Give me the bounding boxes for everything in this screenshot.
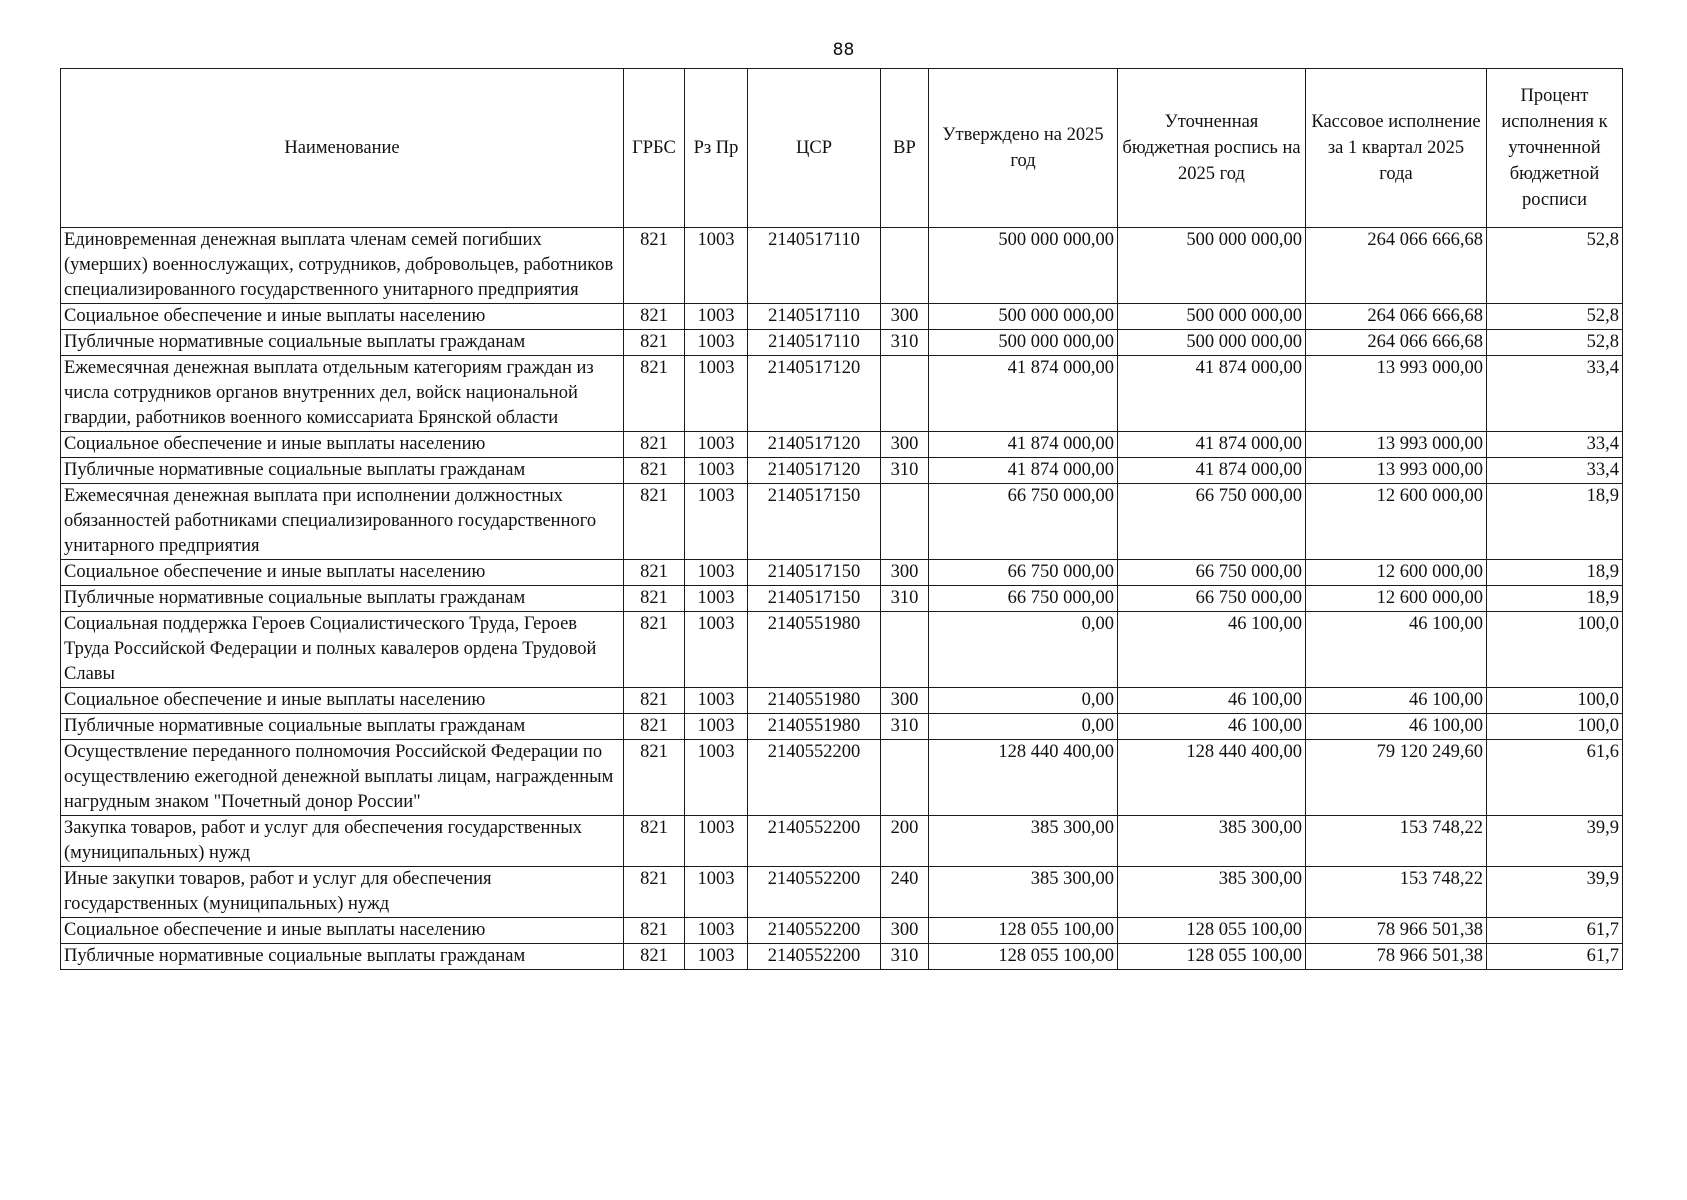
- cell-grbs: 821: [624, 560, 685, 586]
- cell-csr: 2140551980: [748, 688, 881, 714]
- cell-approved: 66 750 000,00: [929, 484, 1118, 560]
- cell-grbs: 821: [624, 330, 685, 356]
- cell-refined: 41 874 000,00: [1118, 458, 1306, 484]
- cell-rzpr: 1003: [685, 330, 748, 356]
- cell-csr: 2140517120: [748, 356, 881, 432]
- cell-name: Социальная поддержка Героев Социалистического Труда, Героев Труда Российской Федерации и полных кавалеров ордена Трудовой Славы: [61, 612, 624, 688]
- cell-grbs: 821: [624, 432, 685, 458]
- table-row: [61, 586, 1623, 612]
- cell-vr: 240: [881, 867, 929, 918]
- cell-percent: 100,0: [1487, 612, 1623, 688]
- cell-csr: 2140552200: [748, 918, 881, 944]
- cell-csr: 2140517110: [748, 228, 881, 304]
- header-row: [61, 69, 1623, 228]
- table-row: [61, 816, 1623, 867]
- cell-rzpr: 1003: [685, 918, 748, 944]
- cell-refined: 385 300,00: [1118, 816, 1306, 867]
- cell-cash: 13 993 000,00: [1306, 432, 1487, 458]
- cell-csr: 2140517110: [748, 304, 881, 330]
- cell-percent: 100,0: [1487, 688, 1623, 714]
- cell-csr: 2140517120: [748, 458, 881, 484]
- cell-approved: 41 874 000,00: [929, 356, 1118, 432]
- cell-refined: 66 750 000,00: [1118, 560, 1306, 586]
- cell-rzpr: 1003: [685, 688, 748, 714]
- cell-name: Ежемесячная денежная выплата отдельным категориям граждан из числа сотрудников органов внутренних дел, войск национальной гвардии, работников военного комиссариата Брянской области: [61, 356, 624, 432]
- cell-approved: 66 750 000,00: [929, 560, 1118, 586]
- cell-approved: 66 750 000,00: [929, 586, 1118, 612]
- cell-approved: 0,00: [929, 714, 1118, 740]
- header-rzpr: Рз Пр: [685, 69, 748, 228]
- cell-percent: 18,9: [1487, 586, 1623, 612]
- cell-rzpr: 1003: [685, 867, 748, 918]
- header-percent: Процент исполнения к уточненной бюджетной росписи: [1487, 69, 1623, 228]
- cell-percent: 61,7: [1487, 918, 1623, 944]
- cell-approved: 41 874 000,00: [929, 432, 1118, 458]
- cell-vr: 300: [881, 688, 929, 714]
- cell-cash: 12 600 000,00: [1306, 484, 1487, 560]
- cell-rzpr: 1003: [685, 458, 748, 484]
- cell-name: Социальное обеспечение и иные выплаты населению: [61, 688, 624, 714]
- cell-refined: 41 874 000,00: [1118, 356, 1306, 432]
- cell-vr: 310: [881, 586, 929, 612]
- cell-csr: 2140551980: [748, 714, 881, 740]
- cell-vr: 300: [881, 918, 929, 944]
- table-row: [61, 484, 1623, 560]
- cell-approved: 500 000 000,00: [929, 228, 1118, 304]
- cell-cash: 46 100,00: [1306, 688, 1487, 714]
- cell-csr: 2140517150: [748, 560, 881, 586]
- cell-percent: 33,4: [1487, 458, 1623, 484]
- cell-grbs: 821: [624, 688, 685, 714]
- header-csr: ЦСР: [748, 69, 881, 228]
- cell-name: Публичные нормативные социальные выплаты гражданам: [61, 714, 624, 740]
- cell-percent: 18,9: [1487, 560, 1623, 586]
- cell-cash: 153 748,22: [1306, 816, 1487, 867]
- cell-percent: 61,7: [1487, 944, 1623, 970]
- cell-vr: 300: [881, 432, 929, 458]
- header-refined: Уточненная бюджетная роспись на 2025 год: [1118, 69, 1306, 228]
- header-grbs: ГРБС: [624, 69, 685, 228]
- cell-name: Иные закупки товаров, работ и услуг для обеспечения государственных (муниципальных) нужд: [61, 867, 624, 918]
- cell-rzpr: 1003: [685, 304, 748, 330]
- header-name: Наименование: [61, 69, 624, 228]
- cell-approved: 128 440 400,00: [929, 740, 1118, 816]
- cell-refined: 128 055 100,00: [1118, 918, 1306, 944]
- cell-name: Социальное обеспечение и иные выплаты населению: [61, 432, 624, 458]
- cell-vr: [881, 484, 929, 560]
- cell-name: Единовременная денежная выплата членам семей погибших (умерших) военнослужащих, сотрудников, добровольцев, работников специализированного государственного унитарного предприятия: [61, 228, 624, 304]
- cell-name: Социальное обеспечение и иные выплаты населению: [61, 560, 624, 586]
- cell-vr: 310: [881, 944, 929, 970]
- table-row: [61, 714, 1623, 740]
- table-row: [61, 228, 1623, 304]
- cell-cash: 153 748,22: [1306, 867, 1487, 918]
- cell-cash: 12 600 000,00: [1306, 586, 1487, 612]
- cell-cash: 46 100,00: [1306, 612, 1487, 688]
- cell-csr: 2140517120: [748, 432, 881, 458]
- cell-percent: 61,6: [1487, 740, 1623, 816]
- cell-grbs: 821: [624, 740, 685, 816]
- cell-cash: 78 966 501,38: [1306, 918, 1487, 944]
- cell-rzpr: 1003: [685, 560, 748, 586]
- table-row: [61, 918, 1623, 944]
- cell-rzpr: 1003: [685, 356, 748, 432]
- cell-cash: 13 993 000,00: [1306, 356, 1487, 432]
- header-vr: ВР: [881, 69, 929, 228]
- cell-rzpr: 1003: [685, 228, 748, 304]
- cell-approved: 500 000 000,00: [929, 330, 1118, 356]
- cell-rzpr: 1003: [685, 586, 748, 612]
- cell-refined: 500 000 000,00: [1118, 304, 1306, 330]
- cell-cash: 46 100,00: [1306, 714, 1487, 740]
- cell-csr: 2140517150: [748, 484, 881, 560]
- cell-approved: 500 000 000,00: [929, 304, 1118, 330]
- table-row: [61, 458, 1623, 484]
- cell-csr: 2140552200: [748, 740, 881, 816]
- cell-vr: 310: [881, 458, 929, 484]
- cell-refined: 500 000 000,00: [1118, 228, 1306, 304]
- table-row: [61, 356, 1623, 432]
- cell-vr: 300: [881, 304, 929, 330]
- table-row: [61, 304, 1623, 330]
- cell-vr: [881, 740, 929, 816]
- table-row: [61, 944, 1623, 970]
- table-row: [61, 330, 1623, 356]
- cell-approved: 41 874 000,00: [929, 458, 1118, 484]
- cell-grbs: 821: [624, 586, 685, 612]
- cell-name: Публичные нормативные социальные выплаты гражданам: [61, 330, 624, 356]
- table-row: [61, 740, 1623, 816]
- table-row: [61, 560, 1623, 586]
- cell-csr: 2140551980: [748, 612, 881, 688]
- cell-csr: 2140517110: [748, 330, 881, 356]
- cell-cash: 12 600 000,00: [1306, 560, 1487, 586]
- cell-refined: 46 100,00: [1118, 688, 1306, 714]
- cell-percent: 18,9: [1487, 484, 1623, 560]
- cell-name: Публичные нормативные социальные выплаты гражданам: [61, 586, 624, 612]
- cell-rzpr: 1003: [685, 432, 748, 458]
- cell-rzpr: 1003: [685, 714, 748, 740]
- cell-grbs: 821: [624, 458, 685, 484]
- cell-cash: 264 066 666,68: [1306, 228, 1487, 304]
- cell-cash: 264 066 666,68: [1306, 330, 1487, 356]
- cell-name: Социальное обеспечение и иные выплаты населению: [61, 304, 624, 330]
- cell-percent: 52,8: [1487, 330, 1623, 356]
- cell-grbs: 821: [624, 304, 685, 330]
- cell-grbs: 821: [624, 228, 685, 304]
- cell-name: Социальное обеспечение и иные выплаты населению: [61, 918, 624, 944]
- cell-vr: [881, 612, 929, 688]
- cell-refined: 500 000 000,00: [1118, 330, 1306, 356]
- table-header: [61, 69, 1623, 228]
- cell-grbs: 821: [624, 714, 685, 740]
- cell-rzpr: 1003: [685, 740, 748, 816]
- cell-cash: 13 993 000,00: [1306, 458, 1487, 484]
- cell-approved: 128 055 100,00: [929, 944, 1118, 970]
- header-approved: Утверждено на 2025 год: [929, 69, 1118, 228]
- cell-rzpr: 1003: [685, 612, 748, 688]
- cell-name: Осуществление переданного полномочия Российской Федерации по осуществлению ежегодной денежной выплаты лицам, награжденным нагрудным знаком "Почетный донор России": [61, 740, 624, 816]
- cell-cash: 79 120 249,60: [1306, 740, 1487, 816]
- cell-approved: 128 055 100,00: [929, 918, 1118, 944]
- cell-rzpr: 1003: [685, 944, 748, 970]
- cell-percent: 52,8: [1487, 304, 1623, 330]
- table-row: [61, 688, 1623, 714]
- budget-execution-table: [60, 68, 1623, 970]
- budget-table-container: [60, 68, 1623, 970]
- cell-approved: 0,00: [929, 612, 1118, 688]
- cell-vr: 300: [881, 560, 929, 586]
- cell-name: Публичные нормативные социальные выплаты гражданам: [61, 458, 624, 484]
- cell-refined: 385 300,00: [1118, 867, 1306, 918]
- table-row: [61, 432, 1623, 458]
- cell-grbs: 821: [624, 918, 685, 944]
- cell-approved: 385 300,00: [929, 867, 1118, 918]
- cell-name: Публичные нормативные социальные выплаты гражданам: [61, 944, 624, 970]
- cell-name: Ежемесячная денежная выплата при исполнении должностных обязанностей работниками специализированного государственного унитарного предприятия: [61, 484, 624, 560]
- cell-refined: 41 874 000,00: [1118, 432, 1306, 458]
- cell-refined: 46 100,00: [1118, 612, 1306, 688]
- cell-grbs: 821: [624, 484, 685, 560]
- cell-cash: 264 066 666,68: [1306, 304, 1487, 330]
- table-row: [61, 867, 1623, 918]
- cell-rzpr: 1003: [685, 816, 748, 867]
- cell-percent: 100,0: [1487, 714, 1623, 740]
- cell-grbs: 821: [624, 816, 685, 867]
- cell-grbs: 821: [624, 867, 685, 918]
- cell-rzpr: 1003: [685, 484, 748, 560]
- cell-approved: 385 300,00: [929, 816, 1118, 867]
- table-body: [61, 228, 1623, 970]
- cell-grbs: 821: [624, 356, 685, 432]
- cell-csr: 2140552200: [748, 816, 881, 867]
- cell-vr: 310: [881, 330, 929, 356]
- cell-percent: 33,4: [1487, 432, 1623, 458]
- cell-percent: 39,9: [1487, 816, 1623, 867]
- page-number: 88: [832, 40, 855, 60]
- header-cash: Кассовое исполнение за 1 квартал 2025 года: [1306, 69, 1487, 228]
- cell-percent: 39,9: [1487, 867, 1623, 918]
- cell-grbs: 821: [624, 612, 685, 688]
- cell-vr: 310: [881, 714, 929, 740]
- cell-csr: 2140552200: [748, 867, 881, 918]
- cell-csr: 2140552200: [748, 944, 881, 970]
- cell-refined: 128 440 400,00: [1118, 740, 1306, 816]
- cell-vr: [881, 356, 929, 432]
- table-row: [61, 612, 1623, 688]
- cell-approved: 0,00: [929, 688, 1118, 714]
- cell-refined: 128 055 100,00: [1118, 944, 1306, 970]
- cell-percent: 33,4: [1487, 356, 1623, 432]
- cell-percent: 52,8: [1487, 228, 1623, 304]
- cell-name: Закупка товаров, работ и услуг для обеспечения государственных (муниципальных) нужд: [61, 816, 624, 867]
- cell-refined: 66 750 000,00: [1118, 484, 1306, 560]
- cell-refined: 46 100,00: [1118, 714, 1306, 740]
- cell-csr: 2140517150: [748, 586, 881, 612]
- cell-cash: 78 966 501,38: [1306, 944, 1487, 970]
- cell-refined: 66 750 000,00: [1118, 586, 1306, 612]
- cell-grbs: 821: [624, 944, 685, 970]
- cell-vr: 200: [881, 816, 929, 867]
- cell-vr: [881, 228, 929, 304]
